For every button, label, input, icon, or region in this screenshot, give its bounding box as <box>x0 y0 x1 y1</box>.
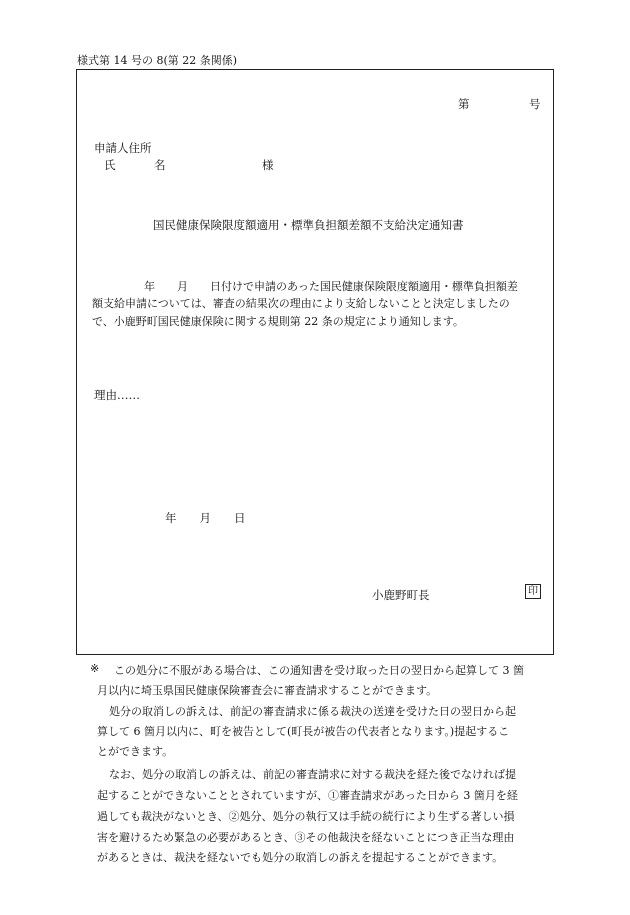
body-line-3: で、小鹿野町国民健康保険に関する規則第 22 条の規定により通知します。 <box>92 315 464 328</box>
form-label: 様式第 14 号の 8(第 22 条関係) <box>77 54 238 67</box>
note-line: 処分の取消しの訴えは、前記の審査請求に係る裁決の送達を受けた日の翌日から起 <box>109 705 516 718</box>
mayor-name: 小鹿野町長 <box>372 588 430 602</box>
note-line: 過しても裁決がないとき、②処分、処分の執行又は手続の続行により生ずる著しい損 <box>97 810 515 823</box>
seal-stamp: 印 <box>525 584 541 599</box>
note-line: があるときは、裁決を経ないでも処分の取消しの訴えを提起することができます。 <box>97 851 504 864</box>
doc-number-go: 号 <box>529 97 541 111</box>
applicant-honorific: 様 <box>262 158 274 172</box>
doc-number-dai: 第 <box>458 97 470 111</box>
document-title: 国民健康保険限度額適用・標準負担額差額不支給決定通知書 <box>153 218 464 232</box>
applicant-name-label-mei: 名 <box>154 158 166 172</box>
date-line: 年 月 日 <box>165 511 246 525</box>
reason-label: 理由…… <box>94 388 140 402</box>
note-line: 算して 6 箇月以内に、町を被告として(町長が被告の代表者となります。)提起するこ <box>97 725 510 738</box>
note-line: 害を避けるため緊急の必要があるとき、③その他裁決を経ないことにつき正当な理由 <box>97 831 515 844</box>
applicant-name-label-shi: 氏 <box>104 158 116 172</box>
note-line: 起することができないこととされていますが、①審査請求があった日から 3 箇月を経 <box>97 789 518 802</box>
note-line: この処分に不服がある場合は、この通知書を受け取った日の翌日から起算して 3 箇 <box>114 664 524 677</box>
notice-form-box <box>76 69 554 655</box>
body-line-1: 年 月 日付けで申請のあった国民健康保険限度額適用・標準負担額差 <box>144 280 518 293</box>
note-line: 月以内に埼玉県国民健康保険審査会に審査請求することができます。 <box>97 684 438 697</box>
note-mark: ※ <box>90 662 100 675</box>
body-line-2: 額支給申請については、審査の結果次の理由により支給しないことと決定しましたの <box>92 297 510 310</box>
note-line: なお、処分の取消しの訴えは、前記の審査請求に対する裁決を経た後でなければ提 <box>109 768 516 781</box>
note-line: とができます。 <box>97 745 174 758</box>
applicant-address-label: 申請人住所 <box>94 141 152 155</box>
